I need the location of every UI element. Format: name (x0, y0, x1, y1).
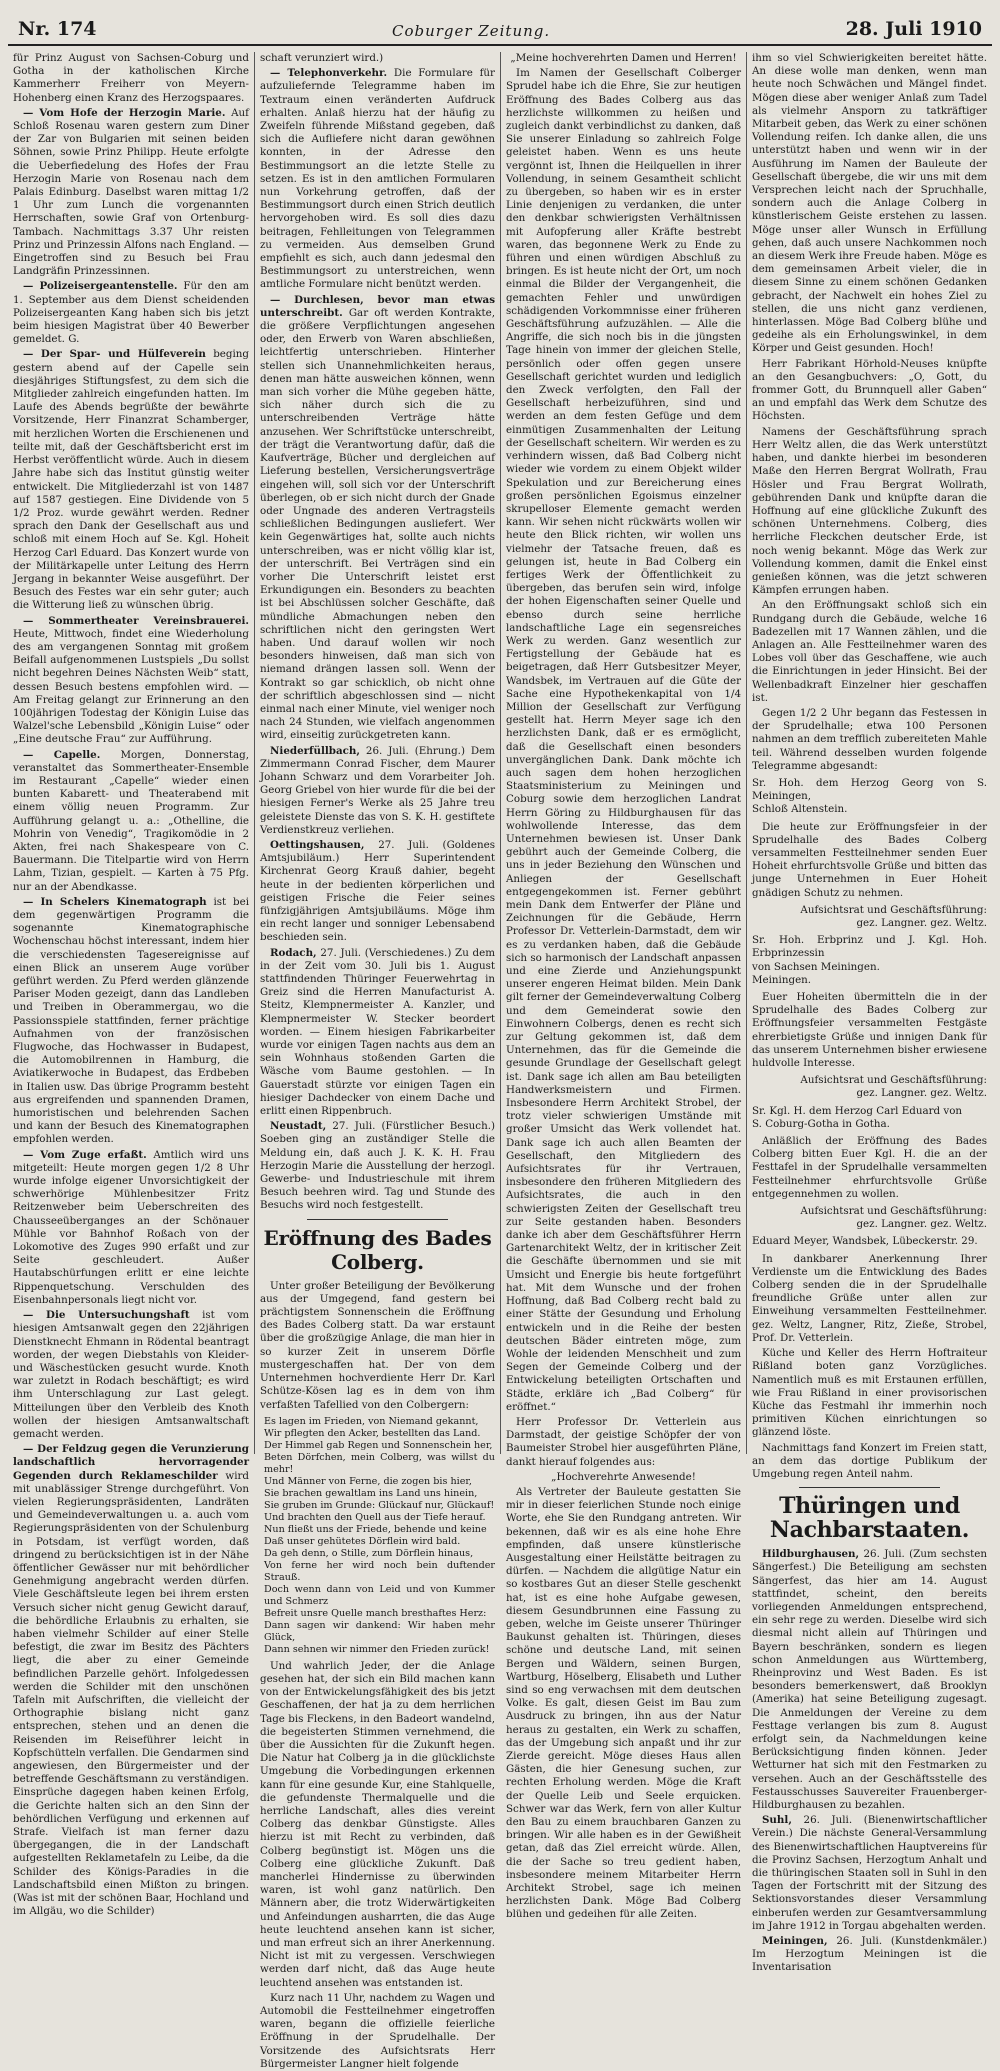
article-paragraph (260, 294, 495, 743)
article-paragraph (260, 67, 495, 291)
article-paragraph (752, 358, 987, 424)
article-text: Gegen 1/2 2 Uhr begann das Festessen in der Sprudelhalle; etwa 100 Personen nahmen an dem trefflich zubereiteten Mahle teil. Während desselben wurden folgende Telegramme abgesandt: (752, 706, 987, 772)
poem-line: Von ferne her wird noch bein duftender Strauß. (264, 1559, 495, 1583)
address-line: Sr. Hoh. Erbprinz und J. Kgl. Hoh. Erbprinzessin (752, 934, 987, 960)
article-heading: — Durchlesen, bevor man etwas unterschreibt. (260, 293, 495, 319)
article-text: 26. Juli. (Bienenwirtschaftlicher Verein.) Die nächste General-Versammlung des Bienenwirtschaftlichen Hauptvereins für die Provinz Sachsen, Herzogtum Anhalt und die thüringischen Staaten soll in Suhl in den Tagen der Fortschritt mit der Sitzung des Sektionsvorstandes dieser Versammlung einberufen werden zur Gesamtversammlung im Jahre 1912 in Torgau abgehalten werden. (752, 1814, 987, 1932)
address-line: Sr. Kgl. H. dem Herzog Carl Eduard von (752, 1104, 963, 1117)
article-heading: — Der Spar- und Hülfeverein (23, 348, 206, 361)
article-paragraph (13, 749, 249, 894)
article-text: Als Vertreter der Bauleute gestatten Sie mir in dieser feierlichen Stunde noch einige Worte, ehe Sie den Rundgang antreten. Wir bekennen, daß wir es als eine hohe Ehre empfinden, daß unsere künstlerische Ausgestaltung einer Heilstätte beitragen zu dürfen. — Nachdem die allgütige Natur ein so kostbares Gut an dieser Stelle geschenkt hat, ist es eine hohe Aufgabe gewesen, diesem Gesundbrunnen eine Fassung zu geben, welche im Geiste unserer Thüringer Baukunst gehalten ist. Thüringen, dieses schöne und deutsche Land, mit seinen Bergen und Wäldern, seinen Burgen, Wartburg, Höselberg, Elisabeth und Luther sind so eng verwachsen mit dem deutschen Volke. Es galt, diesen Geist im Bau zum Ausdruck zu bringen, ihn aus der Natur heraus zu gestalten, ein Werk zu schaffen, das der Umgebung sich anpaßt und ihr zur Zierde gereicht. Möge dieses Haus allen Gästen, die hier Genesung suchen, zur rechten Erholung werden. Möge die Kraft der Quelle Leib und Seele erquicken. Schwer war das Werk, fern von aller Kultur den Bau zu einem brauchbaren Ganzen zu bringen. Wir alle haben es in der Gewißheit getan, daß das Ziel erreicht würde. Allen, die der Sache so treu gedient haben, insbesondere meinem Mitarbeiter Herrn Architekt Strobel, sage ich meinen herzlichsten Dank. Möge Bad Colberg blühen und gedeihen für alle Zeiten. (506, 1485, 741, 1921)
article-paragraph (260, 1660, 495, 1990)
article-paragraph (260, 1120, 495, 1212)
poem-line: Es lagen im Frieden, von Niemand gekannt, (264, 1415, 479, 1427)
article-text: „Hochverehrte Anwesende! (551, 1470, 696, 1483)
article-paragraph (13, 1149, 249, 1307)
article-text: Heute, Mittwoch, findet eine Wiederholung des am vergangenen Sonntag mit großem Beifall aufgenommenen Lustspiels „Du sollst nicht begehren Deines Nächsten Weib“ statt, dessen Besuch bestens empfohlen wird. — Am Freitag gelangt zur Erinnerung an den 100jährigen Todestag der Königin Luise das Walzel'sche Lebensbild „Königin Luise“ oder „Eine deutsche Frau“ zur Aufführung. (13, 627, 249, 746)
article-text: 27. Juli. (Fürstlicher Besuch.) Soeben ging an zuständiger Stelle die Meldung ein, daß auch J. K. K. H. Frau Herzogin Marie die Ausstellung der herzogl. Gewerbe- und Industrieschule mit ihrem Besuch beehren wird. Tag und Stunde des Besuchs wird noch festgestellt. (260, 1120, 495, 1212)
article-heading: Neustadt, (270, 1120, 327, 1133)
article-paragraph (13, 107, 249, 279)
article-text: ist vom hiesigen Amtsanwalt gegen den 22jährigen Dienstknecht Ehmann in Rödental beantragt worden, der wegen Diebstahls von Kleider- und Wäschestücken gesucht wurde. Knoth war zuletzt in Rodach beschäftigt; es wird ihm Unterschlagung zur Last gelegt. Mitteilungen über den Verbleib des Knoth wollen der hiesigen Amtsanwaltschaft gemacht werden. (13, 1309, 249, 1440)
article-paragraph (752, 599, 987, 705)
article-paragraph (260, 1992, 495, 2071)
article-paragraph (752, 1442, 987, 1482)
poem-line: Wir pflegten den Acker, bestellten das Land. (264, 1427, 481, 1439)
article-text: 26. Juli. (Kunstdenkmäler.) Im Herzogtum Meiningen ist die Inventarisation (752, 1935, 987, 1974)
signature-line: gez. Langner. gez. Weltz. (856, 917, 987, 929)
article-text: für Prinz August von Sachsen-Coburg und Gotha in der katholischen Kirche Kammerherr Freiherr von Meyern-Hohenberg einen Kranz des Herzogspaares. (13, 52, 249, 104)
article-heading: — Polizeisergeantenstelle. (23, 280, 178, 293)
article-text: Anläßlich der Eröffnung des Bades Colberg bitten Euer Kgl. H. die an der Festtafel in der Sprudelhalle versammelten Festteilnehmer ehrfurchtsvolle Grüße entgegennehmen zu wollen. (752, 1135, 987, 1200)
signature-line: gez. Langner. gez. Weltz. (856, 1087, 987, 1100)
newspaper-title: Coburger Zeitung. (391, 22, 551, 40)
article-paragraph (260, 745, 495, 837)
article-text: Kurz nach 11 Uhr, nachdem zu Wagen und Automobil die Festteilnehmer eingetroffen waren, begann die offizielle feierliche Eröffnung in der Sprudelhalle. Der Vorsitzende des Aufsichtsrats Herr Bürgermeister Langner hielt folgende (260, 1991, 495, 2070)
article-paragraph (260, 839, 495, 945)
article-text: „Meine hochverehrten Damen und Herren! (510, 52, 737, 64)
article-paragraph (752, 1548, 987, 1812)
article-text: schaft verunziert wird.) (260, 52, 384, 64)
poem-line: Sie gruben im Grunde: Glückauf nur, Glückauf! (264, 1499, 495, 1511)
column-3 (500, 52, 746, 1921)
article-paragraph (752, 426, 987, 598)
article-text: Herr Professor Dr. Vetterlein aus Darmstadt, der geistige Schöpfer der von Baumeister Strobel hier ausgeführten Pläne, dankt hierauf folgendes aus: (506, 1415, 741, 1468)
article-paragraph (260, 1280, 495, 1412)
poem-line: Daß unser gehütetes Dörflein wird bald. (264, 1535, 461, 1547)
article-heading: — Capelle. (23, 748, 101, 761)
article-text: An den Eröffnungsakt schloß sich ein Rundgang durch die Gebäude, welche 16 Badezellen mit 17 Wannen zählen, und die Anlagen an. Alle Festteilnehmer waren des Lobes voll über das Geschaffene, wie auch die Einrichtungen in jeder Hinsicht. Bei der Wellenbadkraft Einzelner hier geschaffen ist. (752, 599, 987, 704)
poem-line: Der Himmel gab Regen und Sonnenschein her, (264, 1439, 493, 1451)
telegram-address (752, 934, 987, 987)
address-line: Sr. Hoh. dem Herzog Georg von S. Meiningen, (752, 776, 987, 803)
article-paragraph (260, 947, 495, 1119)
article-heading: Niederfüllbach, (270, 744, 361, 757)
article-text: Für den am 1. September aus dem Dienst scheidenden Polizeisergeanten Kang haben sich bis jetzt beim hiesigen Magistrat über 40 Bewerber gemeldet. G. (13, 280, 250, 346)
article-paragraph (13, 615, 249, 747)
telegram-address (752, 777, 987, 817)
article-heading: Oettingshausen, (270, 838, 365, 851)
article-text: 27. Juli. (Verschiedenes.) Zu dem in der Zeit vom 30. Juli bis 1. August stattfindenden Thüringer Feuerwehrtag in Greiz sind die Herren Manufacturist A. Steitz, Klempnermeister A. Kanzler, und Klempnermeister W. Stecker beordert worden. — Einem hiesigen Fabrikarbeiter wurde vor einigen Tagen nachts aus dem an sein Wohnhaus stoßenden Garten die Wäsche vom Baume gestohlen. — In Gauerstadt stürzte vor einigen Tagen ein hiesiger Dachdecker von einem Dache und erlitt einen Rippenbruch. (260, 946, 495, 1118)
article-heading: — Telephonverkehr. (270, 67, 388, 80)
masthead (8, 0, 992, 46)
article-text: 26. Juli. (Zum sechsten Sängerfest.) Die Beteiligung am sechsten Sängerfest, das hier am 14. August stattfindet, scheint, den bereits vorliegenden Anmeldungen entsprechend, ein sehr rege zu werden. Dieselbe wird sich diesmal nicht allein auf Thüringen und Bayern beschränken, sondern es liegen schon Anmeldungen aus Württemberg, Rheinprovinz und West Baden. Es ist besonders bemerkenswert, daß Brooklyn (Amerika) hat seine Beteiligung zugesagt. Die Anmeldungen der Vereine zu dem Festtage verlangen bis zum 8. August erfolgt sein, da Nachmeldungen keine Berücksichtigung finden können. Jeder Wetturner hat sich mit den Festmarken zu versehen. Auch an der Geschäftsstelle des Festausschusses Sauvereiter Frauenberger-Hildburghausen zu bezahlen. (752, 1548, 987, 1811)
article-paragraph (13, 1309, 249, 1441)
article-paragraph (13, 1443, 249, 1918)
issue-number: Nr. 174 (18, 18, 97, 40)
signature-line: Aufsichtsrat und Geschäftsführung: (800, 1074, 987, 1087)
address-line: Meiningen. (752, 973, 812, 986)
article-paragraph (752, 1814, 987, 1933)
telegram-address (752, 1235, 987, 1248)
signature-line: Aufsichtsrat und Geschäftsführung: (800, 1205, 987, 1218)
column-4 (746, 52, 992, 1974)
article-text: Die heute zur Eröffnungsfeier in der Sprudelhalle des Bades Colberg versammelten Festteilnehmer senden Euer Hoheit ehrfurchtsvolle Grüße und bitten das junge Unternehmen in Euer Hoheit gnädigen Schutz zu nehmen. (752, 820, 987, 899)
article-paragraph (506, 1486, 741, 1922)
article-paragraph (752, 991, 987, 1070)
article-text: ihm so viel Schwierigkeiten bereitet hätte. An diese wolle man denken, wenn man heute noch Schwächen und Mängel findet. Mögen diese aber weniger Anlaß zum Tadel als vielmehr Ansporn zu tatkräftiger Mitarbeit geben, das Werk zu einer schönen Vollendung reifen. Ich danke allen, die uns unterstützt haben und wenn wir in der Ausführung im Namen der Bauleute der Gesellschaft übergebe, die wir uns mit dem Versprechen leicht nach der Spruchhalle, sondern auch die Anlage Colberg in künstlerischem Geiste erstehen zu lassen. Möge unser aller Wunsch in Erfüllung gehen, daß auch unsere Nachkommen noch an diesem Werk ihre Freude haben. Möge es dem gemeinsamen Arbeit vieler, die in diesem Sinne zu einem schönen Gedanken gebracht, der Nachwelt ein hohes Ziel zu stellen, die uns nicht ganz verdienen, hinterlassen. Möge Bad Colberg blühe und gedeihe als ein Erholungswinkel, in dem Körper und Geist gesunden. Hoch! (752, 52, 987, 355)
article-heading: — Vom Hofe der Herzogin Marie. (23, 106, 226, 119)
poem-line: Nun fließt uns der Friede, behende und keine (264, 1523, 487, 1535)
section-divider (799, 1487, 940, 1488)
section-divider (307, 1219, 448, 1220)
article-text: Euer Hoheiten übermitteln die in der Sprudelhalle des Bades Colberg zur Eröffnungsfeier versammelten Festgäste ehrerbietigste Grüße und innigen Dank für das unserem Unternehmen bisher erwiesene huldvolle Interesse. (752, 991, 987, 1070)
article-paragraph (752, 1935, 987, 1975)
article-paragraph (752, 1135, 987, 1201)
article-text: wird mit unablässiger Strenge durchgeführt. Von vielen Regierungspräsidenten, Landräten und Gemeindeverwaltungen u. a. auch vom Regierungspräsidenten von der Schulenburg in Potsdam, ist verfügt worden, daß dringend zu berücksichtigen ist in der Nähe öffentlicher Gewässer nur mit behördlicher Genehmigung angebracht werden dürfen. Viele Geschäftsleute legen bei ihrem ersten Versuch sicher nicht genug Gewicht darauf, die behördliche Erlaubnis zu erhalten, sie haben vielmehr Schilder auf einer Stelle befestigt, die zwar im Besitz des Pächters liegt, die aber zu einer Gemeinde befindlichen Parzelle gehört. Infolgedessen werden die Schilder mit den unschönen Tafeln mit Aufschriften, die vielleicht der Orthographie bislang nicht ganz entsprechen, stehen und an denen die Reisenden im Reiseführer leicht in Kopfschütteln verfallen. Die Gendarmen sind angewiesen, den Bürgermeister und der betreffende Geschäftsmann zu verständigen. Einsprüche dagegen haben keinen Erfolg, die Gerichte halten sich an den Sinn der behördlichen Verfügung und erkennen auf Strafe. Vielfach ist man ferner dazu übergegangen, die in der Landschaft aufgestellten Reklametafeln zu Leibe, da die Schilder des Königs-Paradies in die Landschaftsbild einen Mißton zu bringen. (Was ist mit der schönen Baar, Hochland und im Allgäu, wo die Schilder) (13, 1469, 249, 1918)
poem-line: Dann sagen wir dankend: Wir haben mehr Glück, (264, 1619, 495, 1643)
address-line: Schloß Altenstein. (752, 803, 848, 816)
article-heading: — Sommertheater Vereinsbrauerei. (23, 614, 249, 627)
article-heading: — Der Feldzug gegen die Verunzierung landschaftlich hervorragender Gegenden durch Reklameschilder (13, 1443, 249, 1482)
article-paragraph (260, 52, 495, 65)
poem-line: Dann sehnen wir nimmer den Frieden zurück! (264, 1643, 490, 1655)
article-text: ist bei dem gegenwärtigen Programm die sogenannte Kinematographische Wochenschau höchst interessant, indem hier die verschiedensten Tagesereignisse auf einen Blick an unserem Auge vorüber geführt werden. Zu Pferd werden glänzende Pariser Moden gezeigt, dann das Landleben und Treiben in Oberammergau, wo die Passionsspiele stattfinden, ferner prächtige Aufnahmen von der französischen Flugwoche, das Hochwasser in Budapest, die Automobilrennen in Hamburg, die Aviatikerwoche in Budapest, das Erdbeben in Italien usw. Das übrige Programm besteht aus ergreifenden und spannenden Dramen, humoristischen und belehrenden Sachen und kann der Besuch des Kinematographen empfohlen werden. (13, 895, 249, 1146)
address-line: Eduard Meyer, Wandsbek, Lübeckerstr. 29. (752, 1235, 978, 1248)
article-heading: Rodach, (270, 946, 317, 959)
article-text: Amtlich wird uns mitgeteilt: Heute morgen gegen 1/2 8 Uhr wurde infolge eigener Unvorsichtigkeit der schwerhörige Mühlenbesitzer Fritz Reitzenweber beim Ueberschreiten des Chausseeüberganges an der Schönauer Mühle vor Bahnhof Roßach von der Lokomotive des Zuges 990 erfaßt und zur Seite geschleudert. Außer Hautabschürfungen erlitt er eine leichte Rippenquetschung. Verschulden des Eisenbahnpersonals liegt nicht vor. (13, 1148, 249, 1306)
article-paragraph (506, 1416, 741, 1469)
article-heading: Hildburghausen, (762, 1548, 860, 1561)
columns-container (8, 52, 992, 2070)
column-1 (8, 52, 254, 1918)
column-2 (254, 52, 500, 2070)
poem-line: Befreit unsre Quelle manch bresthaftes Herz: (264, 1607, 487, 1619)
article-text: Im Namen der Gesellschaft Colberger Sprudel habe ich die Ehre, Sie zur heutigen Eröffnung des Bades Colberg aus das herzlichste willkommen zu heißen und zugleich dankt verbindlichst zu danken, daß Sie unserer Einladung so zahlreich Folge geleistet haben. Wenn es uns heute vergönnt ist, Ihnen die Heilquellen in ihrer Vollendung, in seinem Gesamtheit schlicht zu übergeben, so haben wir es in erster Linie denjenigen zu verdanken, die unter den denkbar schwierigsten Verhältnissen mit Aufopferung aller Kräfte bestrebt waren, das begonnene Werk zu Ende zu führen und einen würdigen Abschluß zu bringen. Es ist heute nicht der Ort, um noch einmal die Bilder der Vergangenheit, die gemachten Fehler und unwürdigen schädigenden Vorkommnisse einer früheren Geschäftsführung aufzuzählen. — Alle die Angriffe, die sich noch bis in die jüngsten Tage hinein von immer der gleichen Stelle, persönlich oder offen gegen unsere Gesellschaft gerichtet wurden und lediglich den Zweck verfolgten, den Fall der Gesellschaft herbeizuführen, sind und werden an dem festen Gefüge und dem einmütigen Zusammenhalten der Leitung der Gesellschaft scheitern. Wir werden es zu verhindern wissen, daß Bad Colberg nicht wieder wie vordem zu einem Objekt wilder Spekulation und zur Bereicherung eines großen persönlichen Egoismus einzelner skrupelloser Elemente gemacht werden kann. Wir sehen nicht rückwärts wollen wir heute den Blick richten, wir wollen uns vielmehr der Tatsache freuen, daß es gelungen ist, heute in Bad Colberg ein fertiges Werk der Öffentlichkeit zu übergeben, das berufen sein wird, infolge der hohen Eigenschaften seiner Quelle und ebenso durch seine herrliche landschaftliche Lage ein segensreiches Werk zu werden. Ganz wesentlich zur Fertigstellung der Gebäude hat es beigetragen, daß Herr Gutsbesitzer Meyer, Wandsbek, im Vertrauen auf die Güte der Sache eine Hypothekenkapital von 1/4 Million der Gesellschaft zur Verfügung gestellt hat. Herrn Meyer sage ich den herzlichsten Dank, daß er es ermöglicht, daß die Gesellschaft einen besonders unvergänglichen Dank. Dank möchte ich auch sagen dem hohen herzoglichen Staatsministerium zu Meiningen und Coburg sowie dem herzoglichen Landrat Herrn Göring zu Hildburghausen für das wohlwollende Interesse, das dem Unternehmen bewiesen ist. Unser Dank gebührt auch der Gemeinde Colberg, die uns in jeder Beziehung den Wünschen und Anliegen der Gesellschaft entgegengekommen ist. Ferner gebührt mein Dank dem Entwerfer der Pläne und Zeichnungen für die Gebäude, Herrn Professor Dr. Vetterlein-Darmstadt, dem wir es zu verdanken haben, daß die Gebäude sich so harmonisch der Landschaft anpassen und eine Zierde und Anziehungspunkt unserer engeren Heimat bilden. Mein Dank gilt ferner der Gemeindeverwaltung Colberg und dem Gemeinderat sowie den Einwohnern Colbergs, denen es recht sich zur Geltung gekommen ist, daß dem Unternehmen, das für die Gemeinde die gesunde Grundlage der Gesellschaft gelegt ist. Dank sage ich allen am Bau beteiligten Handwerksmeistern und Firmen. Insbesondere Herrn Architekt Strobel, der trotz vieler schwierigen Umstände mit großer Umsicht das Werk vollendet hat. Dank sage ich auch allen Beamten der Gesellschaft, den Mitgliedern des Aufsichtsrates für ihr Vertrauen, insbesondere den früheren Mitgliedern des Aufsichtsrates, die auch in den schwierigsten Zeiten der Gesellschaft treu zur Seite gestanden haben. Besonders danke ich aber dem Geschäftsführer Herrn Gartenarchitekt Weltz, der in kritischer Zeit die Geschäfte übernommen und sie mit Umsicht und Energie bis heute fortgeführt hat. Mit dem Wunsche und der frohen Hoffnung, daß Bad Colberg recht bald zu einer Stätte der Gesundung und Erholung entwickeln und in die Reihe der besten deutschen Bäder eintreten möge, zum Wohle der leidenden Menschheit und zum Segen der Gemeinde Colberg und der Entwickelung beteiligten Ortschaften und Städte, erkläre ich „Bad Colberg“ für eröffnet.“ (506, 67, 741, 1413)
poem-block (264, 1416, 495, 1656)
address-line: von Sachsen Meiningen. (752, 960, 880, 973)
article-text: Gar oft werden Kontrakte, die größere Verpflichtungen angesehen oder, den Erwerb von Waren abschließen, leichtfertig unterschrieben. Hinterher stellen sich Unannehmlichkeiten heraus, denen man hätte ausweichen können, wenn man sich vorher die Mühe gegeben hätte, sich näher durch sich die zu unterschreibenden Verträge hätte anzusehen. Wer Schriftstücke unterschreibt, der trägt die Verantwortung dafür, daß die Kaufverträge, Bücher und dergleichen auf Lieferung bestellen, Versicherungsverträge eingehen will, soll sich vor der Unterschrift überlegen, ob er sich nicht durch der Gnade oder Ungnade des anderen Vertragsteils schließlichen Bedingungen ausliefert. Wer kein Gegenwärtiges hat, sollte auch nichts unterschreiben, was er nicht völlig klar ist, der unterschrift. Bei Verträgen sind ein vorher Die Unterschrift leistet erst Erkundigungen ein. Besonders zu beachten ist bei Abschlüssen solcher Geschäfte, daß mündliche Abmachungen neben den schriftlichen nicht den geringsten Wert haben. Und darauf wollen wir noch besonders hinweisen, daß man sich von niemand drängen lassen soll. Wenn der Kontrakt so gar schicklich, ob nicht ohne der schriftlich abgeschlossen sind — nicht einmal nach einer Minute, viel weniger noch nach 24 Stunden, wie vielfach angenommen wird, einseitig zurückgetreten kann. (260, 306, 495, 742)
article-text: 26. Juli. (Ehrung.) Dem Zimmermann Conrad Fischer, dem Maurer Johann Schwarz und dem Vorarbeiter Joh. Georg Griebel von hier wurde für die bei der hiesigen Ferner's Werke als 25 Jahre treu geleistete Dienste das von S. K. H. gestiftete Verdienstkreuz verliehen. (260, 744, 495, 836)
article-heading: Suhl, (762, 1814, 792, 1827)
telegram-address (752, 1105, 987, 1131)
telegram-signature (752, 904, 987, 930)
address-line: S. Coburg-Gotha in Gotha. (752, 1117, 890, 1130)
article-text: Namens der Geschäftsführung sprach Herr Weltz allen, die das Werk unterstützt haben, und dankte hierbei im besonderen Maße den Herren Bergrat Wollrath, Frau Hösler und Frau Bergrat Wollrath, gebührenden Dank und knüpfte daran die Hoffnung auf eine glückliche Zukunft des schönen Unternehmens. Colberg, dies herrliche Fleckchen deutscher Erde, ist noch wenig bekannt. Möge das Werk zur Vollendung kommen, damit die Enkel einst genießen können, was die jetzt schweren Kämpfen errungen haben. (752, 425, 987, 597)
article-paragraph (506, 67, 741, 1414)
article-text: In dankbarer Anerkennung Ihrer Verdienste um die Entwicklung des Bades Colberg senden die in der Sprudelhalle freundliche Grüße unter allen zur Einweihung versammelten Festteilnehmer. gez. Weltz, Langner, Ritz, Zieße, Strobel, Prof. Dr. Vetterlein. (752, 1252, 987, 1344)
article-text: Auf Schloß Rosenau waren gestern zum Diner der Zar von Bulgarien mit seinen beiden Söhnen, sowie Prinz Philipp. Heute erfolgte die Ueberfiedelung des Hofes der Frau Herzogin Marie von Rosenau nach dem Palais Edinburg. Daselbst waren mittag 1/2 1 Uhr zum Lunch die vorgenannten Herrschaften, sowie Graf von Ortenburg-Tambach. Nachmittags 3.37 Uhr reisten Prinz und Prinzessin Alfons nach England. — Eingetroffen sind zu Besuch bei Frau Landgräfin Prinzessinnen. (13, 106, 249, 278)
article-paragraph (506, 52, 741, 65)
section-headline: Eröffnung des Bades Colberg. (263, 1225, 492, 1274)
article-paragraph (752, 1253, 987, 1345)
article-text: Morgen, Donnerstag, veranstaltet das Sommertheater-Ensemble im Restaurant „Capelle“ wieder einen bunten Kabarett- und Theaterabend mit einem völlig neuen Programm. Zur Aufführung gelangt u. a.: „Othelline, die Mohrin von Venedig“, Tragikomödie in 2 Akten, frei nach Shakespeare von C. Bauermann. Die Titelpartie wird von Herrn Lahm, Tizian, gespielt. — Karten à 75 Pfg. nur an der Abendkasse. (13, 748, 250, 893)
article-paragraph (506, 1471, 741, 1484)
article-heading: Meiningen, (762, 1935, 828, 1948)
poem-line: Und Männer von Ferne, die zogen bis hier, (264, 1475, 472, 1487)
poem-line: Da geh denn, o Stille, zum Dörflein hinaus, (264, 1547, 474, 1559)
article-paragraph (13, 896, 249, 1147)
poem-line: Beten Dörfchen, mein Colberg, was willst du mehr! (264, 1451, 495, 1475)
poem-line: Doch wenn dann von Leid und von Kummer und Schmerz (264, 1583, 495, 1607)
article-paragraph (13, 52, 249, 105)
signature-line: gez. Langner. gez. Weltz. (856, 1218, 987, 1231)
article-heading: — Die Untersuchungshaft (23, 1309, 190, 1322)
poem-line: Und brachten den Quell aus der Tiefe herauf. (264, 1511, 486, 1523)
article-paragraph (752, 1347, 987, 1439)
issue-date: 28. Juli 1910 (845, 18, 982, 40)
article-text: Und wahrlich Jeder, der die Anlage gesehen hat, der sich ein Bild machen kann von der Entwickelungsfähigkeit des bis jetzt Geschaffenen, der hat ja zu dem herrlichen Tage bis Fleckens, in den Badeort wandelnd, die begeisterten Stimmen vernehmend, die über die Aussichten für die Zukunft hegen. Die Natur hat Colberg ja in die glücklichste Umgebung die Vorbedingungen erkennen kann für eine gesunde Kur, eine Stahlquelle, die gefundenste Thermalquelle und die herrliche Landschaft, alles dies vereint Colberg das denkbar Günstigste. Alles hierzu ist mit Recht zu verbinden, daß Colberg begünstigt ist. Mögen uns die Colberg eine glückliche Zukunft. Daß mancherlei Hindernisse zu überwinden waren, ist wohl ganz natürlich. Den Männern aber, die trotz Widerwärtigkeiten und Anfeindungen ausharrten, die das Auge heute leuchtend ansehen kann ist sicher, und man erfreut sich an ihrer Anerkennung. Nicht ist mit zu vergessen. Verschwiegen werden darf nicht, daß das Auge heute leuchtend ansehen was entstanden ist. (260, 1659, 495, 1989)
article-paragraph (752, 52, 987, 356)
telegram-signature (752, 1074, 987, 1100)
poem-line: Sie brachen gewaltlam ins Land uns hinein, (264, 1487, 478, 1499)
article-text: Herr Fabrikant Hörhold-Neuses knüpfte an den Gesangbuchvers: „O, Gott, du frommer Gott, du Brunnquell aller Gaben“ an und empfahl das Werk dem Schutze des Höchsten. (752, 357, 987, 423)
telegram-signature (752, 1205, 987, 1231)
article-paragraph (752, 707, 987, 773)
signature-line: Aufsichtsrat und Geschäftsführung: (800, 903, 987, 916)
article-heading: — Vom Zuge erfaßt. (23, 1148, 147, 1161)
article-paragraph (13, 280, 249, 346)
article-text: Küche und Keller des Herrn Hoftraiteur Rißland boten ganz Vorzügliches. Namentlich muß es mit Erstaunen erfüllen, wie Frau Rißland in einer provisorischen Küche das Festmahl ihr immerhin noch primitiven Küchen einrichtungen so glänzend löste. (752, 1347, 987, 1439)
article-paragraph (752, 821, 987, 900)
article-paragraph (13, 348, 249, 612)
article-text: Die Formulare für aufzuliefernde Telegramme haben im Textraum einen veränderten Aufdruck erhalten. Anlaß hierzu hat der häufig zu Zweifeln führende Mißstand gegeben, daß sich die Aufliefere nicht daran gewöhnen konnten, in der Adresse den Bestimmungsort an die letzte Stelle zu setzen. Es ist in den amtlichen Formularen nun Vorkehrung getroffen, daß der Bestimmungsort durch einen Strich deutlich hervorgehoben wird. Es soll dies dazu beitragen, Fehlleitungen von Telegrammen zu vermeiden. Aus demselben Grund empfiehlt es sich, auch dann jedesmal den Bestimmungsort zu unterstreichen, wenn amtliche Formulare nicht benützt werden. (260, 67, 495, 291)
article-text: beging gestern abend auf der Capelle sein diesjähriges Stiftungsfest, zu dem sich die Mitglieder zahlreich eingefunden hatten. Im Laufe des Abends begrüßte der bewährte Vorsitzende, Herr Finanzrat Schamberger, mit herzlichen Worten die Erschienenen und teilte mit, daß der Geschäftsbericht erst im Herbst veröffentlicht würde. Auch in diesem Jahre habe sich das Institut günstig weiter entwickelt. Die Mitgliederzahl ist von 1487 auf 1587 gestiegen. Eine Dividende von 5 1/2 Proz. wurde gewährt werden. Redner sprach den Dank der Gesellschaft aus und schloß mit einem Hoch auf Se. Kgl. Hoheit Herzog Carl Eduard. Das Konzert wurde von der Militärkapelle unter Leitung des Herrn Jergang in bekannter Weise ausgeführt. Der Besuch des Festes war ein sehr guter; auch die Witterung ließ zu wünschen übrig. (13, 348, 249, 612)
article-heading: — In Schelers Kinematograph (23, 895, 207, 908)
article-text: Nachmittags fand Konzert im Freien statt, an dem das dortige Publikum der Umgebung regen Anteil nahm. (752, 1441, 987, 1480)
article-text: Unter großer Beteiligung der Bevölkerung aus der Umgegend, fand gestern bei prächtigstem Sonnenschein die Eröffnung des Bades Colberg statt. Da war erstaunt über die großzügige Anlage, die man hier in so kurzer Zeit in unserem Dörfle mustergeschaffen hat. Der von dem Unternehmen hochverdiente Herr Dr. Karl Schütze-Kösen lag es in dem von ihm verfaßten Tafellied von den Colbergern: (260, 1279, 495, 1411)
article-text: 27. Juli. (Goldenes Amtsjubiläum.) Herr Superintendent Kirchenrat Georg Krauß dahier, begeht heute in der bedienten körperlichen und geistigen Frische die Feier seines fünfzigjährigen Amtsjubiläums. Möge ihm ein recht langer und sonniger Lebensabend beschieden sein. (260, 838, 495, 944)
section-headline: Thüringen und Nachbarstaaten. (769, 1493, 970, 1544)
